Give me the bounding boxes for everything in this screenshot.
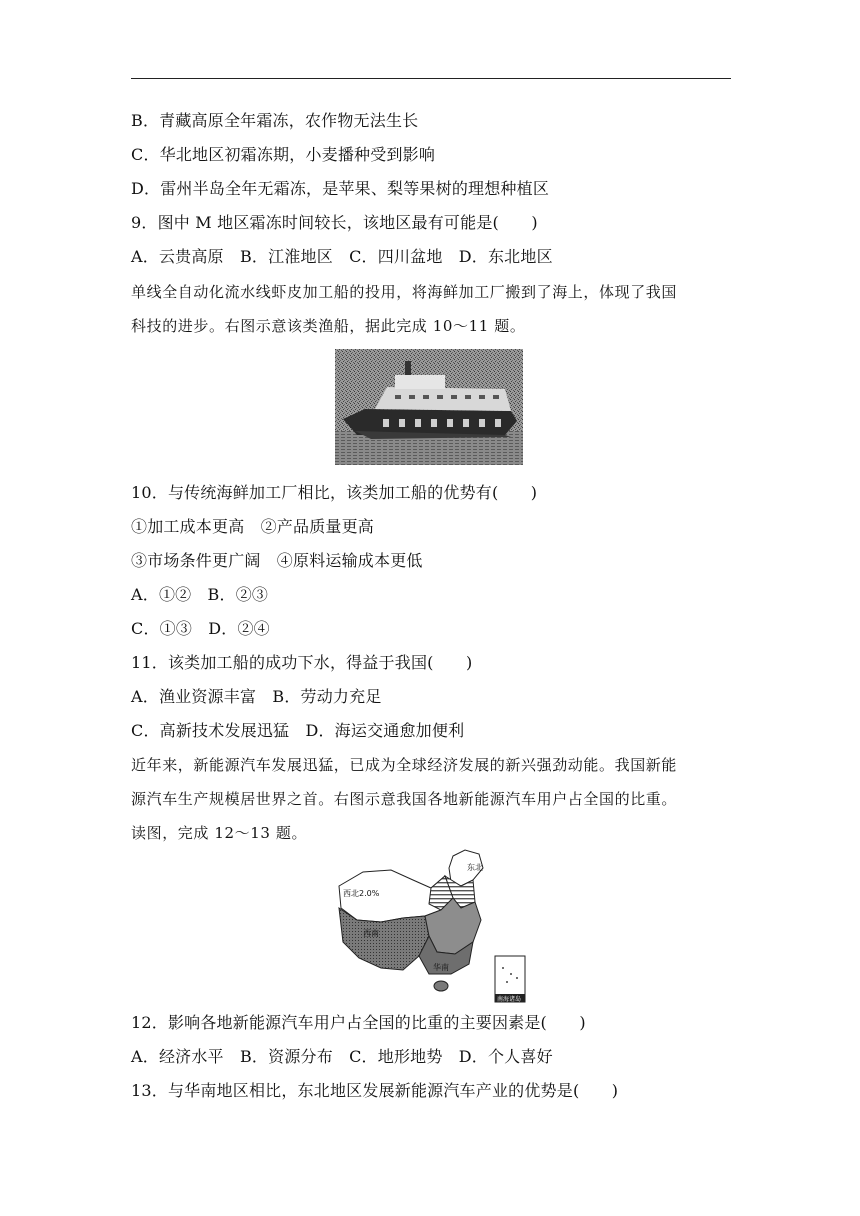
passage-ship-line-1: 单线全自动化流水线虾皮加工船的投用，将海鲜加工厂搬到了海上，体现了我国 [131,283,678,301]
label-southwest: 西南 [363,929,379,938]
question-11: 11．该类加工船的成功下水，得益于我国( ) [131,653,473,672]
label-south-sea-islands: 南海诸岛 [497,996,522,1003]
header-rule [131,78,731,79]
ship-photo [335,349,523,465]
options-11-ab: A．渔业资源丰富 B．劳动力充足 [131,687,382,706]
passage-ev-line-1: 近年来，新能源汽车发展迅猛，已成为全球经济发展的新兴强劲动能。我国新能 [131,756,678,774]
china-ev-map [333,846,528,1004]
options-10-ab: A．①② B．②③ [131,585,269,604]
label-northeast: 东北 [467,863,483,872]
passage-ship-line-2: 科技的进步。右图示意该类渔船，据此完成 10～11 题。 [131,317,526,335]
options-11-cd: C．高新技术发展迅猛 D．海运交通愈加便利 [131,721,465,740]
options-10-cd: C．①③ D．②④ [131,619,270,638]
question-10: 10．与传统海鲜加工厂相比，该类加工船的优势有( ) [131,483,538,502]
statements-10-a: ①加工成本更高 ②产品质量更高 [131,517,375,536]
question-9: 9．图中 M 地区霜冻时间较长，该地区最有可能是( ) [131,213,538,232]
passage-ev-line-3: 读图，完成 12～13 题。 [131,824,308,842]
option-8c: C．华北地区初霜冻期，小麦播种受到影响 [131,145,436,164]
label-south-china: 华南 [433,963,449,972]
options-12: A．经济水平 B．资源分布 C．地形地势 D．个人喜好 [131,1047,553,1066]
statements-10-b: ③市场条件更广阔 ④原料运输成本更低 [131,551,423,570]
question-12: 12．影响各地新能源汽车用户占全国的比重的主要因素是( ) [131,1013,586,1032]
passage-ev-line-2: 源汽车生产规模居世界之首。右图示意我国各地新能源汽车用户占全国的比重。 [131,790,678,808]
options-9: A．云贵高原 B．江淮地区 C．四川盆地 D．东北地区 [131,247,553,266]
option-8b: B．青藏高原全年霜冻，农作物无法生长 [131,111,419,130]
option-8d: D．雷州半岛全年无霜冻，是苹果、梨等果树的理想种植区 [131,179,550,198]
question-13: 13．与华南地区相比，东北地区发展新能源汽车产业的优势是( ) [131,1081,619,1100]
label-northwest: 西北2.0% [343,889,380,898]
